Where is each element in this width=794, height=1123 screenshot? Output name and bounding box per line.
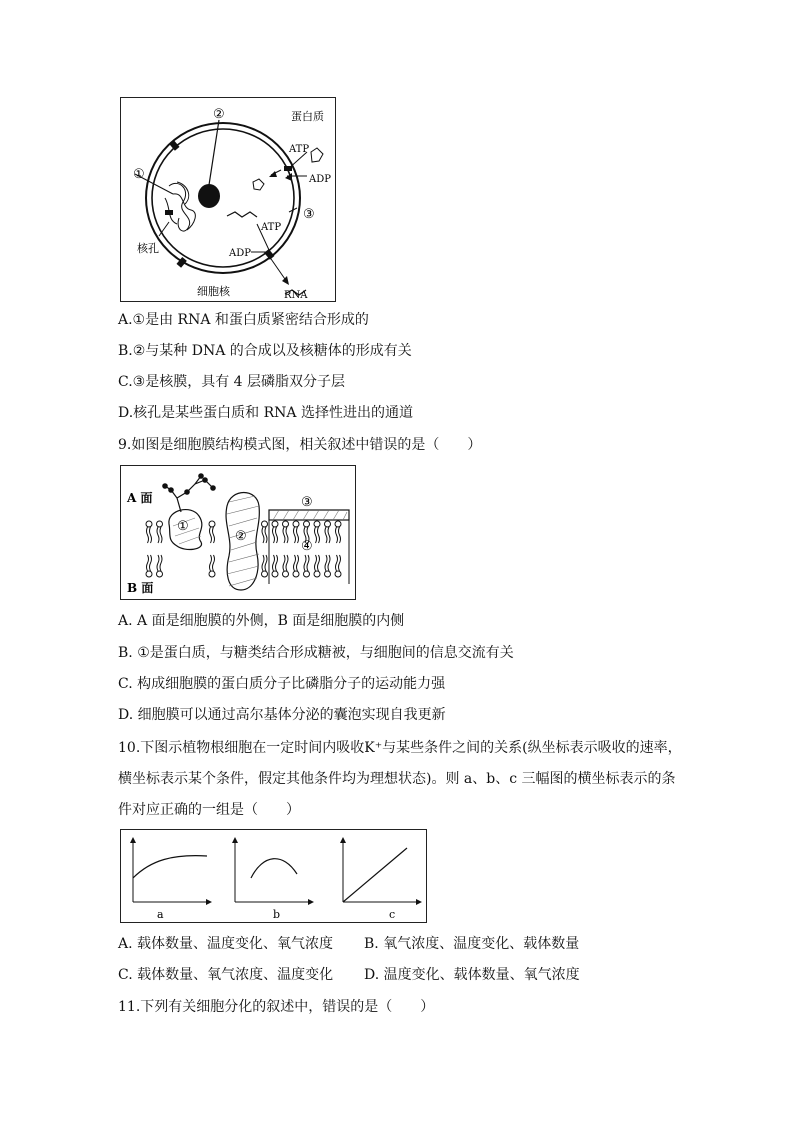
label-a: a: [157, 908, 164, 921]
label-c4: ④: [301, 539, 313, 554]
curve-peak: [251, 859, 297, 878]
q8-option-c: C.③是核膜，具有 4 层磷脂双分子层: [118, 374, 346, 390]
label-c2: ②: [235, 529, 247, 544]
chromatin: [165, 182, 195, 231]
label-atp-top: ATP: [289, 144, 310, 155]
label-c3: ③: [303, 207, 315, 222]
q10-option-a: A. 载体数量、温度变化、氧气浓度: [118, 936, 334, 952]
protein-shape: [253, 179, 264, 190]
q8-option-b: B.②与某种 DNA 的合成以及核糖体的形成有关: [118, 343, 412, 359]
nucleolus: [198, 184, 220, 208]
graphs-diagram: [121, 830, 426, 922]
label-rna: RNA: [284, 290, 308, 301]
structure-3: [269, 510, 349, 520]
q9-stem: 9.如图是细胞膜结构模式图，相关叙述中错误的是（ ）: [118, 437, 482, 453]
label-c: c: [389, 908, 396, 921]
label-c1: ①: [177, 519, 189, 534]
label-adp-mid: ADP: [229, 248, 251, 259]
label-c3: ③: [301, 495, 313, 510]
rna-strand: [227, 212, 257, 217]
membrane-figure: [120, 465, 356, 600]
label-face-b: B 面: [127, 581, 154, 595]
q10-option-d: D. 温度变化、载体数量、氧气浓度: [364, 967, 580, 983]
q10-option-b: B. 氧气浓度、温度变化、载体数量: [364, 936, 580, 952]
inner-membrane: [152, 129, 294, 267]
outer-membrane: [146, 123, 300, 273]
membrane-diagram: [121, 466, 355, 599]
curve-linear: [343, 848, 407, 902]
q11-stem: 11.下列有关细胞分化的叙述中，错误的是（ ）: [118, 999, 435, 1015]
nucleus-figure: [120, 97, 336, 302]
q9-option-b: B. ①是蛋白质，与糖类结合形成糖被，与细胞间的信息交流有关: [118, 645, 514, 661]
label-b: b: [273, 908, 281, 921]
q10-stem-line-3: 件对应正确的一组是（ ）: [118, 802, 300, 818]
q8-option-d: D.核孔是某些蛋白质和 RNA 选择性进出的通道: [118, 405, 413, 421]
q10-stem-line-1: 10.下图示植物根细胞在一定时间内吸收K⁺与某些条件之间的关系(纵坐标表示吸收的速率，: [118, 740, 682, 756]
label-adp-top: ADP: [309, 174, 331, 185]
label-nucleus: 细胞核: [197, 285, 230, 298]
curve-saturating: [133, 856, 207, 878]
graph-b: [235, 838, 313, 921]
label-c1: ①: [133, 167, 145, 182]
q9-option-a: A. A 面是细胞膜的外侧，B 面是细胞膜的内侧: [118, 613, 405, 629]
q8-option-a: A.①是由 RNA 和蛋白质紧密结合形成的: [118, 312, 369, 328]
label-nuclear-pore: 核孔: [137, 242, 159, 255]
label-atp-mid: ATP: [261, 222, 282, 233]
label-protein: 蛋白质: [291, 110, 324, 123]
q9-option-c: C. 构成细胞膜的蛋白质分子比磷脂分子的运动能力强: [118, 676, 446, 692]
graph-c: [343, 838, 421, 921]
label-face-a: A 面: [127, 491, 153, 505]
graph-a: [133, 838, 211, 921]
q10-stem-line-2: 横坐标表示某个条件，假定其他条件均为理想状态)。则 a、b、c 三幅图的横坐标表示的条: [118, 771, 676, 787]
protein-shape: [311, 148, 323, 162]
q10-option-c: C. 载体数量、氧气浓度、温度变化: [118, 967, 334, 983]
label-c2: ②: [213, 107, 225, 122]
graphs-figure: [120, 829, 427, 923]
q9-option-d: D. 细胞膜可以通过高尔基体分泌的囊泡实现自我更新: [118, 707, 446, 723]
glycan-chain: [163, 474, 215, 512]
nucleus-diagram: [121, 98, 335, 301]
